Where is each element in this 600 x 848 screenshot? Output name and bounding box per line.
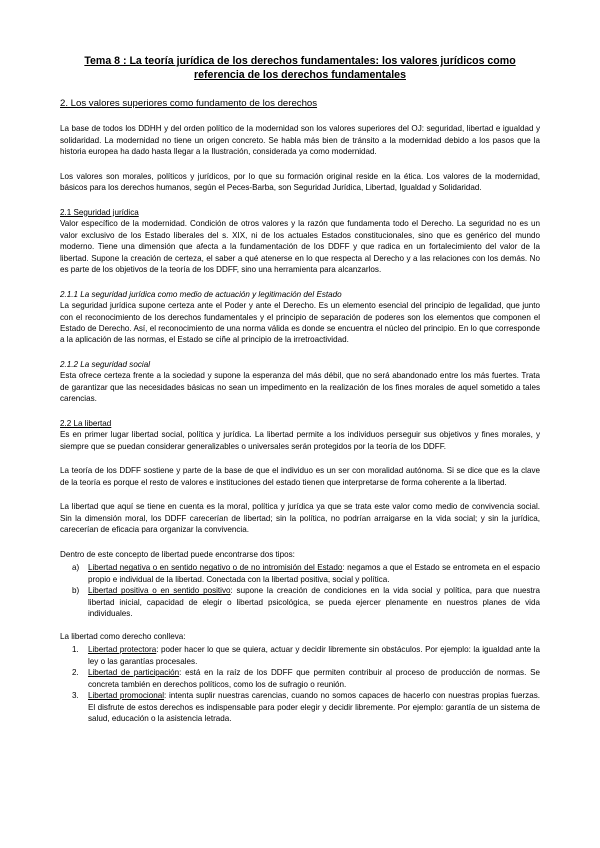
list-item [60,644,540,667]
list-item [60,585,540,619]
paragraph: La seguridad jurídica supone certeza ante el Poder y ante el Derecho. Es un elemento esencial del principio de legalidad, que junto con el reconocimiento de los derechos fundamentales y el principio de separación de poderes son los elementos que componen el Estado de Derecho. Así, el reconocimiento de una norma válida es donde se encuentra el núcleo del principio. En lo que corresponde a la aplicación de las normas, el Estado se ciñe al principio de la irretroactividad. [60,301,540,345]
subsubsection-heading: 2.1.2 La seguridad social [60,359,150,369]
list-marker: 2. [72,668,79,678]
list-term: Libertad negativa o en sentido negativo o de no intromisión del Estado [88,563,343,573]
list-marker: b) [72,586,80,596]
list-term: Libertad protectora [88,645,157,655]
paragraph: Los valores son morales, políticos y jurídicos, por lo que su formación original reside en la ética. Los valores de la modernidad, básicos para los derechos humanos, según el Peces-Barba, son Seguridad Jurídica, Libertad, Igualdad y Solidaridad. [60,171,540,193]
list-term: Libertad de participación [88,668,180,678]
list-text: : intenta suplir nuestras carencias, cuando no somos capaces de hacerlo con nuestras propias fuerzas. El disfrute de estos derechos es indispensable para poder elegir y decidir libremente. Por ejemplo: garantía de un sistema de salud, educación o la asistencia letrada. [88,691,540,724]
document-title: Tema 8 : La teoría jurídica de los derechos fundamentales: los valores jurídicos como referencia de los derechos fundamentales [84,55,516,82]
list-term: Libertad promocional [88,691,165,701]
paragraph: La libertad que aquí se tiene en cuenta es la moral, política y jurídica ya que se trata este valor como medio de convivencia social. Sin la dimensión moral, los DDFF carecerían de libertad; sin la política, no podrían arraigarse en la vida social; y sin la jurídica, carecerían de eficacia para organizar la convivencia. [60,502,540,535]
list-text: : supone la creación de condiciones en la vida social y política, para que nuestra libertad inicial, capacidad de elegir o libertad psicológica, se pueda ejercer plenamente en nuestros planes de vida individuales. [88,586,540,619]
paragraph: Es en primer lugar libertad social, política y jurídica. La libertad permite a los individuos perseguir sus objetivos y fines morales, y siempre que se puedan considerar generalizables o universales serán protegidos por la teoría de los DDFF. [60,430,540,451]
list-item [60,562,540,585]
paragraph: La teoría de los DDFF sostiene y parte de la base de que el individuo es un ser con moralidad autónoma. Si se dice que es la clave de la teoría es porque el resto de valores e instituciones del estado tienen que interpretarse de forma coherente a la libertad. [60,466,540,487]
list-intro: Dentro de este concepto de libertad puede encontrarse dos tipos: [60,549,295,559]
list-item [60,690,540,724]
list-marker: a) [72,563,80,573]
list-text: : está en la raíz de los DDFF que permiten contribuir al proceso de producción de normas. Se concreta también en derechos políticos, como los de sufragio o reunión. [88,668,540,689]
liberty-types-list [60,562,540,619]
subsubsection-heading: 2.1.1 La seguridad jurídica como medio de actuación y legitimación del Estado [60,289,342,299]
paragraph: Esta ofrece certeza frente a la sociedad y supone la esperanza del más débil, que no será abandonado entre los más fuertes. Trata de garantizar que las necesidades básicas no sean un impedimento en la realización de los fines morales de aquel sometido a tales carencias. [60,371,540,404]
list-text: : negamos a que el Estado se entrometa en el espacio propio e individual de la libertad. Conectada con la libertad positiva, social y política. [88,563,540,584]
list-item [60,667,540,690]
list-marker: 3. [72,691,79,701]
list-marker: 1. [72,645,79,655]
liberty-rights-list [60,644,540,724]
subsection-heading: 2.2 La libertad [60,418,112,428]
list-intro: La libertad como derecho conlleva: [60,631,186,641]
paragraph: Valor específico de la modernidad. Condición de otros valores y la razón que fundamenta todo el Derecho. La seguridad no es un valor exclusivo de los Estado liberales del s. XIX, ni de los actuales Estados constitucionales, sino que es genérico del mundo moderno. Tiene una dimensión que afecta a la fundamentación de los DDFF y que radica en un fortalecimiento del valor de la libertad. Supone la creación de certeza, el saber a qué atenerse en lo que respecta al Derecho y a las relaciones con los demás. No es parte de los objetivos de la teoría de los DDFF, sino una herramienta para alcanzarlos. [60,219,540,275]
list-term: Libertad positiva o en sentido positivo [88,586,231,596]
subsection-heading: 2.1 Seguridad jurídica [60,207,139,217]
section-heading: 2. Los valores superiores como fundamento de los derechos [60,97,318,109]
paragraph: La base de todos los DDHH y del orden político de la modernidad son los valores superiores del OJ: seguridad, libertad e igualdad y solidaridad. La modernidad no tiene un origen concreto. Se habla más bien de tránsito a la modernidad debido a los pasos que la historia europea ha dado hasta llegar a la Ilustración, considerada ya como modernidad. [60,124,540,157]
list-text: : poder hacer lo que se quiera, actuar y decidir libremente sin obstáculos. Por ejemplo: la igualdad ante la ley o las garantías procesales. [88,645,540,666]
